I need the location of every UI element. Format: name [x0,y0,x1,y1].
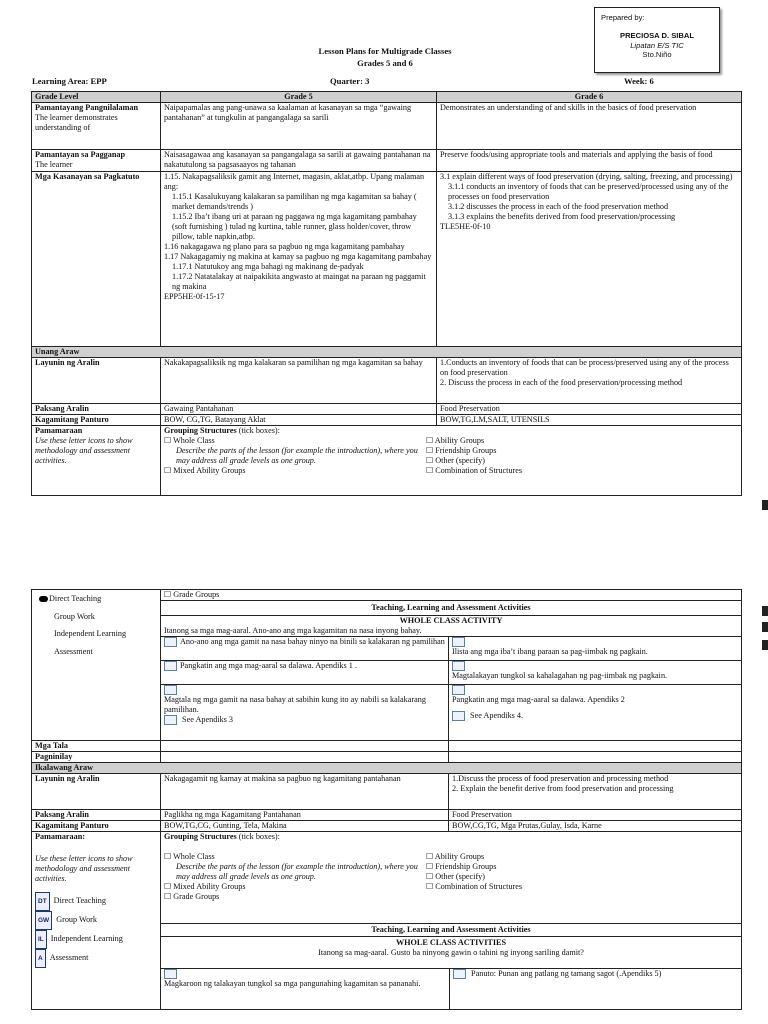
grade-level-header: Grade Level [32,92,161,103]
combination-label: Combination of Structures [435,466,523,475]
grouping2-tick: (tick boxes): [236,832,280,841]
grade5-header: Grade 5 [161,92,437,103]
mk-g6-code: TLE5HE-0f-10 [440,222,491,231]
day2-tla-heading: Teaching, Learning and Assessment Activities [161,924,741,937]
doc-title: Lesson Plans for Multigrade Classes [318,46,452,56]
day2-activities-cell [161,924,742,1010]
g5-activity-b [161,661,449,685]
pp-g6: Demonstrates an understanding of and skills in the basics of food preservation [437,103,742,150]
whole-class2-desc: Describe the parts of the lesson (for example the introduction), where you may address all grade levels as one group. [176,862,418,881]
day2-g6-activity [450,969,741,1009]
day1-layunin-g5: Nakakapagsaliksik ng mga kalakaran sa pamilihan ng mga kagamitan sa bahay [161,358,437,404]
mixed-ability-label: Mixed Ability Groups [173,466,246,475]
grade-groups-label: Grade Groups [173,590,220,599]
day1-paksa-label: Paksang Aralin [32,404,161,415]
activity-icon-box [452,685,465,695]
tala-label: Mga Tala [32,741,161,752]
mk-g6-item: 3.1.3 explains the benefits derived from food preservation/processing [448,212,676,221]
legend-cell [32,590,161,741]
g6-c-text: Pangkatin ang mga mag-aaral sa dalawa. Apendiks 2 [452,695,625,705]
grouping2-title: Grouping Structures [164,832,237,841]
g5-activity-c [161,685,449,741]
pp-g5: Naipapamalas ang pang-unawa sa kaalaman at kasanayan sa mga “gawaing pantahanan” at tungkulin at pangangalaga sa sarili [161,103,437,150]
quarter: Quarter: 3 [330,76,370,86]
day2-kag-g6: BOW,CG,TG, Mga Prutas,Gulay, Isda, Karne [449,821,742,832]
week: Week: 6 [624,76,654,86]
day2-layunin-g6 [449,774,742,810]
tala-g6 [449,741,742,752]
day2-obj2: 2. Explain the benefit derive from food preservation and processing [452,784,674,793]
activity-icon-box [164,637,177,647]
pp-sublabel: The learner demonstrates understanding of [35,113,118,132]
mk-g5-item: 1.16 nakagagawa ng plano para sa pagbuo ng mga kagamitang pambahay [164,242,405,251]
day2-paksa-g6: Food Preservation [449,810,742,821]
day1-section: Unang Araw [32,347,742,358]
checkbox[interactable]: ☐ [164,892,172,901]
day1-paksa-g5: Gawaing Pantahanan [161,404,437,415]
other2-label: Other (specify) [435,872,486,881]
ps-g5: Naisasagawaa ang kasanayan sa pangangalaga sa sarili at gawaing pantahanan na nakatutulong sa pagsasaayos ng tahanan [161,150,437,172]
mk-g6-item: 3.1 explain different ways of food preservation (drying, salting, freezing, and processing) [440,172,733,181]
preparer-place: Sto.Niño [642,49,672,59]
day2-pam-label: Pamamaraan: [35,832,86,841]
day1-kag-g5: BOW, CG,TG, Batayang Aklat [161,415,437,426]
prepared-by-box [594,7,720,73]
pagninilay-g5 [161,752,449,763]
day2-g5-activity [161,969,450,1009]
edge-mark [762,500,768,510]
day2-paksa-label: Paksang Aralin [32,810,161,821]
checkbox[interactable]: ☐ [164,436,172,445]
day2-g5-a-text: Magkaroon ng talakayan tungkol sa mga pangunahing kagamitan sa pananahi. [164,979,421,989]
ps-label: Pamantayan sa Pagganap [35,150,126,159]
tala-g5 [161,741,449,752]
day2-wca-text: Itanong sa mag-aaral. Gusto ba ninyong gawin o tahini ng inyong sariling damit? [318,948,584,957]
a-icon: A [35,949,46,968]
day1-obj1: 1.Conducts an inventory of foods that can be process/preserved using any of the process on food preservation [440,358,729,377]
legend-direct: Direct Teaching [49,594,102,603]
edge-mark [762,606,768,616]
ps-sublabel: The learner [35,160,73,169]
day2-grouping-cell [161,832,742,924]
gw-icon: GW [35,911,52,930]
combination2-label: Combination of Structures [435,882,523,891]
g6-activity-c [449,685,742,741]
grouping-title: Grouping Structures [164,426,237,435]
il-icon: IL [35,930,47,949]
grade-groups-cell [161,590,742,601]
day2-wca-heading: WHOLE CLASS ACTIVITIES [395,938,507,947]
checkbox[interactable]: ☐ [426,862,434,871]
day1-layunin-label: Layunin ng Aralin [32,358,161,404]
g6-a-text: Ilista ang mga iba’t ibang paraan sa pag-iimbak ng pagkain. [452,647,648,657]
activity-icon-box [164,969,177,979]
day2-section: Ikalawang Araw [32,763,742,774]
checkbox[interactable]: ☐ [426,446,434,455]
day1-kag-g6: BOW,TG,LM,SALT, UTENSILS [437,415,742,426]
grade-groups2-label: Grade Groups [173,892,220,901]
mk-g5-item: 1.15.1 Kasalukuyang kalakaran sa pamilihan ng mga kagamitan sa bahay ( market demands/trends ) [172,192,417,211]
day2-wca [161,937,741,969]
day2-paksa-g5: Paglikha ng mga Kagamitang Pantahanan [161,810,449,821]
checkbox[interactable]: ☐ [426,436,434,445]
day1-kag-label: Kagamitang Panturo [32,415,161,426]
mk-g5-item: 1.17.1 Natutukoy ang mga bahagi ng makinang de-padyak [172,262,364,271]
day1-pam-cell [32,426,161,496]
day1-paksa-g6: Food Preservation [437,404,742,415]
g5-activity-a [161,637,449,661]
preparer-role: Lipatan E/S TIC [630,40,684,50]
activity-icon-box [452,711,465,721]
wca-heading: WHOLE CLASS ACTIVITY [399,616,503,625]
prepared-label: Prepared by: [601,13,645,22]
lesson-table-page2 [31,589,742,1010]
legend-independent: Independent Learning [54,629,127,638]
activity-icon-box [452,637,465,647]
day1-grouping-cell [161,426,742,496]
g6-b-text: Magtalakayan tungkol sa kahalagahan ng pag-iimbak ng pagkain. [452,671,668,681]
activity-icon-box [164,715,177,725]
day1-obj2: 2. Discuss the process in each of the food preservation/processing method [440,378,683,387]
mk-label: Mga Kasanayan sa Pagkatuto [32,172,161,347]
lesson-table-page1 [31,91,742,496]
legend-assessment: Assessment [54,646,93,656]
grouping-tick: (tick boxes): [236,426,280,435]
friendship-label: Friendship Groups [435,446,497,455]
g5-a-text: Ano-ano ang mga gamit na nasa bahay ninyo na binili sa kalakaran ng pamilihan [180,637,445,646]
day2-pam-cell [32,832,161,1010]
pagninilay-g6 [449,752,742,763]
checkbox[interactable]: ☐ [164,466,172,475]
pagninilay-label: Pagninilay [32,752,161,763]
legend2-independent: Independent Learning [50,934,123,943]
g5-c-text: Magtala ng mga gamit na nasa bahay at sabihin kung ito ay nabili sa kalakarang pamilihan. [164,695,426,715]
mixed2-label: Mixed Ability Groups [173,882,246,891]
legend2-group: Group Work [56,915,98,924]
whole-class-label: Whole Class [173,436,215,445]
checkbox[interactable]: ☐ [426,852,434,861]
ability2-label: Ability Groups [434,852,485,861]
mk-g6-item: 3.1.1 conducts an inventory of foods that can be preserved/processed using any of the processes on food preservation [448,182,729,201]
mk-g5-item: 1.17.2 Natatalakay at naipakikita angwasto at maingat na paraan ng paggamit ng makina [172,272,426,291]
preparer-name: PRECIOSA D. SIBAL [620,31,694,41]
day2-g6-a-text: Panuto: Punan ang patlang ng tamang sagot (.Apendiks 5) [471,969,662,978]
mk-g6-item: 3.1.2 discusses the process in each of the food preservation method [448,202,669,211]
ps-label-cell [32,150,161,172]
checkbox[interactable]: ☐ [426,872,434,881]
edge-mark [762,622,768,632]
pp-label-cell [32,103,161,150]
day2-layunin-label: Layunin ng Aralin [32,774,161,810]
mk-g5 [161,172,437,347]
wca-text: Itanong sa mga mag-aaral. Ano-ano ang mga kagamitan na nasa inyong bahay. [164,626,422,635]
ability-label: Ability Groups [434,436,485,445]
other-label: Other (specify) [435,456,486,465]
edge-mark [762,640,768,650]
day1-pam-label: Pamamaraan [35,426,83,435]
whole-class-desc: Describe the parts of the lesson (for example the introduction), where you may address all grade levels as one group. [176,446,418,465]
doc-subtitle: Grades 5 and 6 [357,58,413,68]
ps-g6: Preserve foods/using appropriate tools and materials and applying the basis of food [437,150,742,172]
day2-obj1: 1.Discuss the process of food preservation and processing method [452,774,669,783]
direct-teaching-marker [39,596,48,602]
g5-b-text: Pangkatin ang mga mag-aaral sa dalawa. Apendiks 1 . [180,661,357,670]
legend2-direct: Direct Teaching [53,896,106,905]
g6-activity-b [449,661,742,685]
mk-g5-code: EPP5HE-0f-15-17 [164,292,225,301]
legend2-assessment: Assessment [49,953,89,962]
checkbox[interactable]: ☐ [164,590,172,599]
pp-label: Pamantayang Pangnilalaman [35,103,139,112]
checkbox[interactable]: ☐ [164,882,172,891]
dt-icon: DT [35,892,50,911]
activity-icon-box [453,969,466,979]
activity-icon-box [164,661,177,671]
day2-layunin-g5: Nakagagamit ng kamay at makina sa pagbuo ng kagamitang pantahanan [161,774,449,810]
day2-kag-g5: BOW,TG,CG, Gunting, Tela, Makina [161,821,449,832]
activity-icon-box [452,661,465,671]
day2-pam-note: Use these letter icons to show methodology and assessment activities. [35,854,133,883]
checkbox[interactable]: ☐ [426,456,434,465]
activity-icon-box [164,685,177,695]
learning-area: Learning Area: EPP [32,76,107,86]
tla-heading: Teaching, Learning and Assessment Activities [161,601,742,616]
mk-g5-item: 1.17 Nakagagamiy ng makina at kamay sa pagbuo ng mga kagamitang pambahay [164,252,432,261]
friendship2-label: Friendship Groups [435,862,497,871]
mk-g5-item: 1.15. Nakapagsaliksik gamit ang Internet, magasin, aklat,atbp. Upang malaman ang: [164,172,425,191]
g6-activity-a [449,637,742,661]
day1-pam-note: Use these letter icons to show methodology and assessment activities. [35,436,133,465]
checkbox[interactable]: ☐ [164,852,172,861]
mk-g5-item: 1.15.2 Iba’t ibang uri at paraan ng paggawa ng mga kagamitang pambahay (soft furnishing ) tulad ng kurtina, table runner, glass holder/cover, throw pillow, table napkin,atbp. [172,212,417,241]
checkbox[interactable]: ☐ [426,882,434,891]
grade6-header: Grade 6 [437,92,742,103]
mk-g6 [437,172,742,347]
g6-d-text: See Apendiks 4. [470,711,524,721]
g5-d-text: See Apendiks 3 [182,715,233,725]
checkbox[interactable]: ☐ [426,466,434,475]
day1-layunin-g6 [437,358,742,404]
wca-cell [161,616,742,637]
legend-group: Group Work [54,611,95,621]
whole-class2-label: Whole Class [173,852,215,861]
day2-kag-label: Kagamitang Panturo [32,821,161,832]
